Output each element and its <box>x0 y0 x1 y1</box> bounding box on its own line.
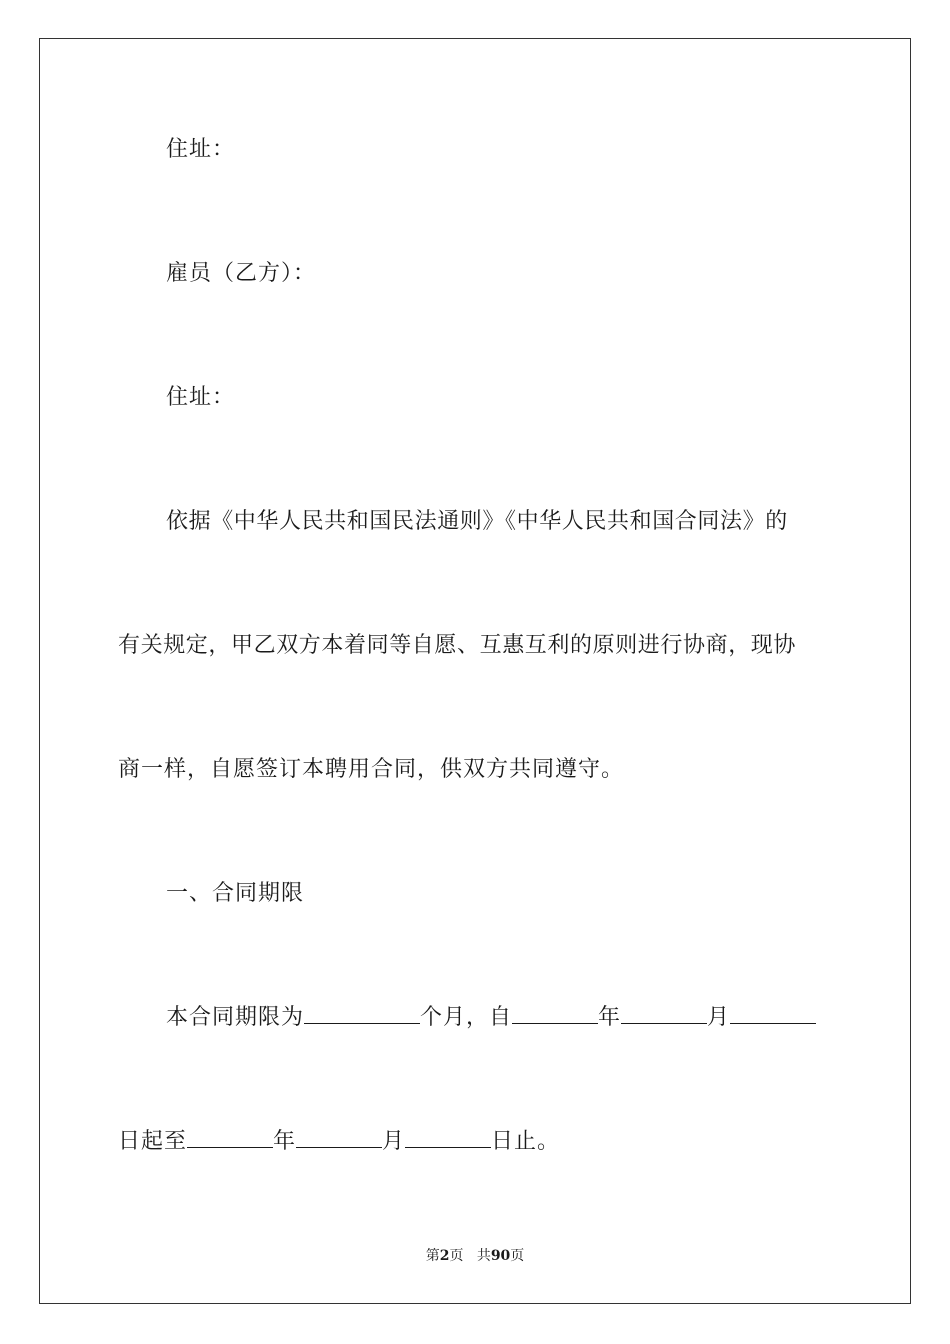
term-month-label: 月 <box>707 1005 731 1030</box>
total-pages: 90 <box>490 1248 511 1264</box>
page-prefix: 第 <box>425 1248 440 1264</box>
end-month-blank <box>296 1127 382 1148</box>
end-day-blank <box>405 1127 491 1148</box>
basis-line-1: 依据《中华人民共和国民法通则》《中华人民共和国合同法》的 <box>166 509 788 534</box>
page-number: 2 <box>439 1248 450 1264</box>
section-1-title: 一、合同期限 <box>166 881 305 906</box>
basis-line-2: 有关规定，甲乙双方本着同等自愿、互惠互利的原则进行协商，现协 <box>118 633 797 658</box>
page-suffix: 页 <box>449 1248 464 1264</box>
start-day-blank <box>730 1003 816 1024</box>
term-line-2 <box>118 1127 838 1157</box>
term-end-month-label: 月 <box>382 1129 406 1154</box>
start-year-blank <box>512 1003 598 1024</box>
total-prefix: 共 <box>476 1248 491 1264</box>
term-day-start-label: 日起至 <box>118 1129 188 1154</box>
address-line-1: 住址： <box>166 137 236 162</box>
term-year-label: 年 <box>598 1005 622 1030</box>
start-month-blank <box>621 1003 707 1024</box>
employee-line: 雇员（乙方）： <box>166 261 317 286</box>
term-end-label: 日止。 <box>491 1129 561 1154</box>
total-suffix: 页 <box>510 1248 525 1264</box>
basis-line-3: 商一样，自愿签订本聘用合同，供双方共同遵守。 <box>118 757 625 782</box>
page-footer <box>0 1247 950 1265</box>
address-line-2: 住址： <box>166 385 236 410</box>
term-end-year-label: 年 <box>273 1129 297 1154</box>
page-frame <box>39 38 911 1304</box>
end-year-blank <box>187 1127 273 1148</box>
months-blank <box>304 1003 420 1024</box>
term-prefix: 本合同期限为 <box>166 1005 305 1030</box>
term-line-1 <box>118 1003 886 1033</box>
term-months-label: 个月，自 <box>420 1005 513 1030</box>
